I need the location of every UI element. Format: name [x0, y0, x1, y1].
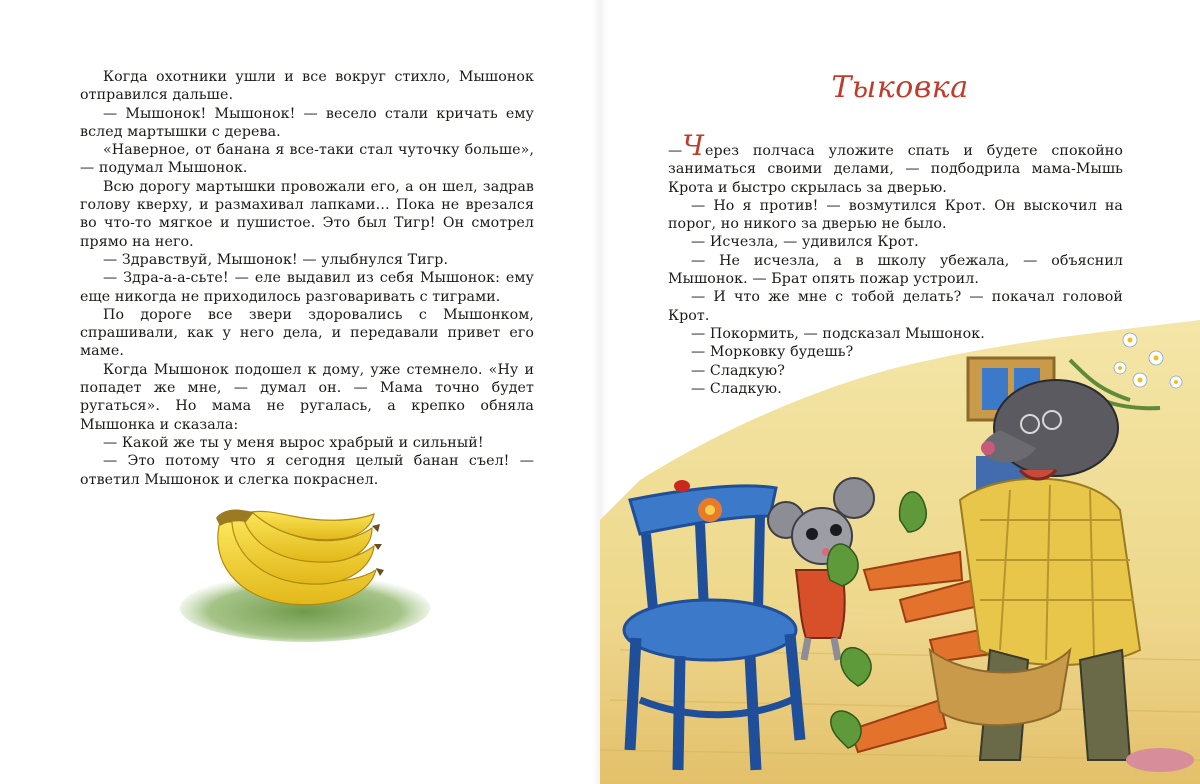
left-paragraph: — Здравствуй, Мышонок! — улыбнулся Тигр. — [103, 251, 449, 268]
right-paragraph: — Не исчезла, а в школу убежала, — объяснил Мышонок. — Брат опять пожар устроил. — [668, 252, 1123, 288]
right-page — [600, 0, 1200, 784]
left-paragraph: — Мышонок! Мышонок! — весело стали кричать ему вслед мартышки с дерева. — [80, 105, 534, 140]
left-paragraph: По дороге все звери здоровались с Мышонком, спрашивали, как у него дела, и передавали привет его маме. — [80, 306, 534, 360]
mole-mouse-illustration — [600, 320, 1200, 784]
first-paragraph-text: ерез полчаса уложите спать и будете спокойно заниматься своими делами, — подбодрила мама-Мышь Крота и быстро скрылась за дверью. — [668, 143, 1123, 196]
right-paragraph: — Покормить, — подсказал Мышонок. — [691, 325, 985, 342]
drop-cap: Ч — [682, 129, 705, 162]
left-paragraph: Всю дорогу мартышки провожали его, а он шел, задрав голову кверху, и размахивал лапками… Пока не врезался во что-то мягкое и пушистое. Это был Тигр! Он смотрел прямо на него. — [80, 178, 534, 250]
left-paragraph: — Здра-а-а-сьте! — еле выдавил из себя Мышонок: ему еще никогда не приходилось разговаривать с тиграми. — [80, 270, 534, 305]
first-paragraph — [668, 129, 1123, 197]
left-paragraph: «Наверное, от банана я все-таки стал чуточку больше», — подумал Мышонок. — [80, 142, 534, 177]
left-page-text — [80, 68, 534, 489]
leading-dash: — — [668, 143, 683, 159]
chapter-title: Тыковка — [831, 70, 969, 105]
right-paragraph: — И что же мне с тобой делать? — покачал головой Крот. — [668, 289, 1123, 324]
right-paragraph: — Сладкую. — [691, 380, 782, 397]
left-paragraph: Когда охотники ушли и все вокруг стихло, Мышонок отправился дальше. — [80, 69, 534, 104]
banana-illustration — [180, 500, 440, 650]
right-paragraph: — Сладкую? — [691, 362, 785, 379]
left-paragraph: — Это потому что я сегодня целый банан съел! — ответил Мышонок и слегка покраснел. — [80, 453, 534, 488]
left-paragraph: Когда Мышонок подошел к дому, уже стемнело. «Ну и попадет же мне, — думал он. — Мама точно будет ругаться». Но мама не ругалась, а крепко обняла Мышонка и сказала: — [80, 361, 534, 433]
right-paragraph: — Исчезла, — удивился Крот. — [691, 234, 919, 251]
left-paragraph: — Какой же ты у меня вырос храбрый и сильный! — [103, 434, 484, 451]
right-paragraph: — Морковку будешь? — [691, 344, 854, 361]
right-paragraph: — Но я против! — возмутился Крот. Он выскочил на порог, но никого за дверью не было. — [668, 197, 1123, 233]
